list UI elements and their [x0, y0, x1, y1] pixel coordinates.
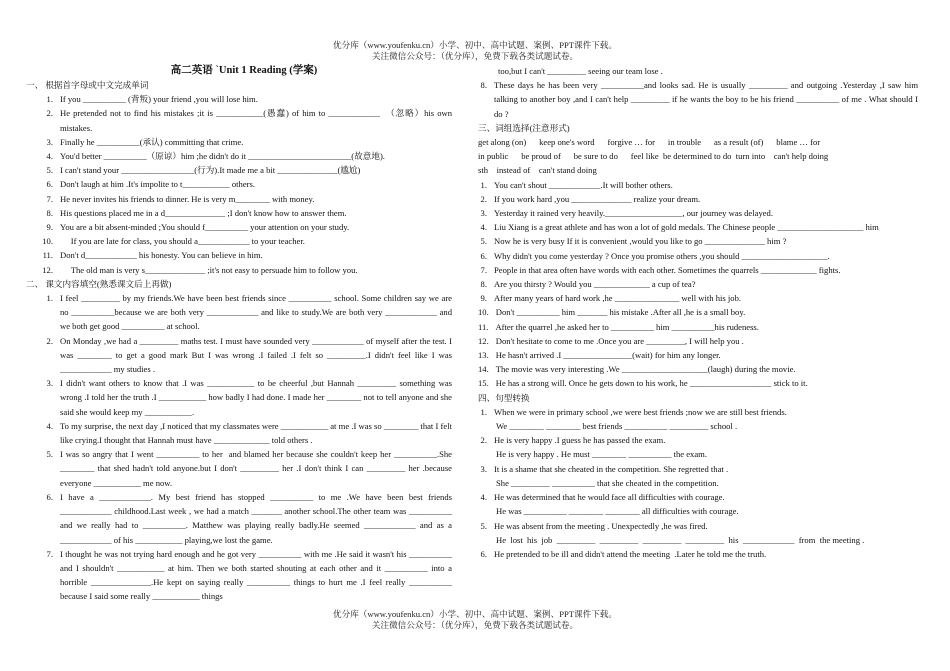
list-item — [478, 249, 918, 263]
list-item — [478, 490, 918, 504]
item-text: You'd better __________（原谅）him ;he didn't do it ________________________(故意地). — [60, 151, 385, 162]
list-item — [478, 234, 918, 248]
list-item — [478, 263, 918, 277]
item-text: To my surprise, the next day ,I noticed that my classmates were ___________ at me .I was so ________ that I felt like crying.I thought that Hannah must have _____________ told others . — [60, 420, 455, 446]
list-item — [478, 320, 918, 334]
item-text: Don't d____________ his honesty. You can believe in him. — [60, 250, 263, 261]
item-number: 6. — [480, 250, 487, 261]
section-2-heading: 二、 课文内容填空(熟悉课文后上再做) — [26, 278, 172, 289]
item-number: 9. — [46, 222, 53, 233]
item-number: 5. — [46, 165, 53, 176]
list-item — [478, 547, 918, 561]
section-4-list — [478, 405, 918, 561]
item-text: Are you thirsty ? Would you _____________ a cup of tea? — [494, 279, 696, 290]
list-item — [26, 163, 452, 177]
item-text: When we were in primary school ,we were best friends ;now we are still best friends. — [494, 406, 787, 417]
item-number: 4. — [46, 420, 53, 431]
list-item — [26, 106, 455, 134]
item-text: I feel _________ by my friends.We have been best friends since __________ school. Some children say we are no __________because we are both very ____________ and like to study.We are both very ____________ and we both get good __________ at school. — [60, 293, 455, 332]
item-text: Liu Xiang is a great athlete and has won a lot of gold medals. The Chinese people ____________________ him — [494, 222, 879, 233]
item-text: If you __________ (背叛) your friend ,you will lose him. — [60, 94, 258, 105]
item-number: 9. — [480, 293, 487, 304]
item-number: 11. — [42, 250, 53, 261]
item-text: These days he has been very __________and looks sad. He is usually _________ and outgoing .Yesterday ,I saw him talking to another boy ,and I can't help _________ if he wants the boy to be his friend __________ of me . What should I do ? — [494, 80, 921, 119]
item-number: 10. — [478, 307, 489, 318]
list-item — [26, 263, 452, 277]
answer-line: He lost his job _________ _________ _________ _________ his ____________ from the meeting . — [496, 534, 865, 545]
footer-line-1: 优分库（www.youfenku.cn）小学、初中、高中试题、案例、PPT课件下载。 — [333, 609, 617, 619]
list-item — [478, 291, 918, 305]
right-column — [478, 64, 921, 561]
list-item — [478, 206, 918, 220]
answer-line: She _________ __________ that she cheated in the competition. — [496, 477, 719, 488]
item-text: Don't laugh at him .It's impolite to t___________ others. — [60, 179, 256, 190]
item-number: 6. — [46, 179, 53, 190]
item-text: I was so angry that I went __________ to her and blamed her because she couldn't keep her __________.She ________ that shed hadn't told anyone.but I don't _________ her .I don't think I can _________ her .because everyone ___________ me now. — [60, 449, 455, 488]
item-number: 12. — [42, 264, 53, 275]
item-number: 2. — [480, 193, 487, 204]
item-text: Don't __________ him _______ his mistake .After all ,he is a small boy. — [495, 307, 746, 318]
item-text: I have a ____________. My best friend has stopped __________ to me .We have been best friends ____________ childhood.Last week , we had a match _______ another school.The other team was __________ and we really had to __________. Matthew was playing really badly.He seemed ____________ and as a ____________ of his ___________ playing,we lost the game. — [60, 491, 455, 545]
page-footer — [0, 609, 950, 631]
item-text: He hasn't arrived .I ________________(wait) for him any longer. — [495, 350, 721, 361]
list-item — [26, 135, 452, 149]
item-text: Why didn't you come yesterday ? Once you promise others ,you should ____________________. — [494, 250, 830, 261]
item-text: I can't stand your _________________(行为).It made me a bit ______________(尴尬) — [60, 165, 361, 176]
item-text: You are a bit absent-minded ;You should f__________ your attention on your study. — [60, 222, 350, 233]
phrase-bank-line-1: get along (on) keep one's word forgive … for in trouble as a result (of) blame … for — [478, 137, 821, 148]
section-3-heading: 三、词组选择(注意形式) — [478, 122, 570, 133]
item-text: The movie was very interesting .We ____________________(laugh) during the movie. — [495, 364, 796, 375]
list-item — [26, 192, 452, 206]
page-title: 高二英语 `Unit 1 Reading (学案) — [170, 65, 318, 76]
item-text: The old man is very s______________ ;it's not easy to persuade him to follow you. — [60, 264, 358, 275]
item-text: He has a strong will. Once he gets down to his work, he ___________________ stick to it. — [495, 378, 808, 389]
section-2-list — [26, 291, 455, 603]
answer-line: He was __________ ________ ________ all difficulties with courage. — [496, 506, 739, 517]
item-text: If you work hard ,you ______________ realize your dream. — [494, 193, 701, 204]
list-item — [26, 177, 452, 191]
item-number: 2. — [480, 435, 487, 446]
item-text: He was determined that he would face all difficulties with courage. — [494, 492, 725, 503]
item-number: 1. — [46, 293, 53, 304]
item-number: 5. — [46, 449, 53, 460]
item-number: 8. — [46, 207, 53, 218]
list-item — [478, 192, 918, 206]
item-number: 5. — [480, 520, 487, 531]
item-text: People in that area often have words with each other. Sometimes the quarrels _____________ fights. — [494, 264, 841, 275]
list-item — [478, 220, 918, 234]
section-3-list — [478, 178, 918, 391]
item-number: 7. — [46, 193, 53, 204]
item-text: After many years of hard work ,he _______________ well with his job. — [494, 293, 742, 304]
item-number: 4. — [480, 222, 487, 233]
item-number: 11. — [478, 321, 489, 332]
item-text: Don't hesitate to come to me .Once you are _________, I will help you . — [495, 335, 744, 346]
item-text: He was absent from the meeting . Unexpectedly ,he was fired. — [494, 520, 708, 531]
item-text: Now he is very busy If it is convenient ,would you like to go ______________ him ? — [494, 236, 787, 247]
item-number: 1. — [480, 179, 487, 190]
item-number: 8. — [480, 279, 487, 290]
item-text: It is a shame that she cheated in the competition. She regretted that . — [494, 463, 729, 474]
list-item — [26, 291, 455, 334]
item-number: 2. — [46, 108, 53, 119]
item-number: 2. — [46, 335, 53, 346]
list-item — [478, 305, 918, 319]
section-1-heading: 一、 根据首字母或中文完成单词 — [26, 80, 149, 90]
item-text: He pretended to be ill and didn't attend the meeting .Later he told me the truth. — [494, 548, 767, 559]
item-text: I didn't want others to know that .I was ___________ to be cheerful ,but Hannah _________ something was wrong .I told her the truth .I ___________ how badly I had done. I made her ________ not to tell anyone and she said she would keep my ___________. — [60, 378, 455, 417]
section-4-heading: 四、句型转换 — [478, 392, 530, 403]
continued-item-7: too,but I can't _________ seeing our team lose . — [498, 66, 663, 76]
list-item — [26, 419, 455, 447]
list-item — [478, 178, 918, 192]
answer-line: We ________ ________ best friends __________ _________ school . — [496, 421, 738, 432]
item-text: You can't shout ____________.It will bother others. — [494, 179, 673, 190]
item-number: 8. — [480, 80, 487, 91]
page-header — [0, 40, 950, 62]
item-number: 1. — [46, 94, 53, 105]
list-item — [478, 348, 918, 362]
item-text: He never invites his friends to dinner. He is very m________ with money. — [60, 193, 315, 204]
list-item — [26, 234, 452, 248]
list-item — [26, 206, 452, 220]
list-item — [26, 248, 452, 262]
list-item — [26, 334, 455, 377]
item-number: 7. — [480, 264, 487, 275]
item-number: 12. — [478, 335, 489, 346]
item-text: If you are late for class, you should a____________ to your teacher. — [60, 236, 305, 247]
list-item — [26, 149, 452, 163]
item-number: 3. — [46, 378, 53, 389]
item-text: On Monday ,we had a _________ maths test. I must have sounded very ____________ of myself after the test. I was ________ to get a good mark But I was wrong .I failed .I felt so _________.I didn't feel like I was ____________ my studies . — [60, 335, 455, 375]
list-item — [478, 405, 918, 419]
list-item — [478, 433, 918, 447]
list-item — [478, 362, 918, 376]
item-text: His questions placed me in a d______________ ;I don't know how to answer them. — [60, 207, 347, 218]
item-number: 4. — [46, 151, 53, 162]
item-number: 3. — [480, 208, 487, 219]
list-item — [478, 78, 921, 121]
phrase-bank-line-3: sth instead of can't stand doing — [478, 165, 597, 176]
list-item — [26, 220, 452, 234]
item-text: Finally he __________(承认) committing that crime. — [60, 136, 244, 147]
item-number: 14. — [478, 364, 489, 375]
item-number: 6. — [480, 548, 487, 559]
list-item — [478, 376, 918, 390]
phrase-bank-line-2: in public be proud of be sure to do feel like be determined to do turn into can't help doing — [478, 151, 829, 162]
left-column — [26, 64, 455, 604]
footer-line-2: 关注微信公众号：（优分库），免费下载各类试题试卷。 — [371, 620, 579, 630]
list-item — [26, 92, 452, 106]
item-number: 4. — [480, 492, 487, 503]
item-text: He is very happy .I guess he has passed the exam. — [494, 435, 666, 446]
section-1-list — [26, 92, 455, 277]
item-number: 6. — [46, 491, 53, 502]
item-text: He pretended not to find his mistakes ;it is ___________(愚蠢) of him to ____________ （忽略）his own mistakes. — [60, 108, 455, 133]
list-item — [26, 447, 455, 490]
item-text: I thought he was not trying hard enough and he got very __________ with me .He said it wasn't his __________ and I shouldn't ___________ at him. Then we both started shouting at each other and it __________ into a horrible ______________.He kept on saying really __________ things to hurt me .I feel really __________ because I said some really ___________ things — [60, 548, 455, 602]
header-line-1: 优分库（www.youfenku.cn）小学、初中、高中试题、案例、PPT课件下载。 — [333, 40, 617, 50]
item-number: 3. — [480, 463, 487, 474]
header-line-2: 关注微信公众号：（优分库），免费下载各类试题试卷。 — [371, 51, 579, 61]
item-number: 10. — [42, 236, 53, 247]
item-number: 13. — [478, 350, 489, 361]
list-item — [478, 519, 918, 533]
item-number: 15. — [478, 378, 489, 389]
list-item — [26, 376, 455, 419]
item-number: 5. — [480, 236, 487, 247]
list-item — [26, 490, 455, 547]
answer-line: He is very happy . He must ________ __________ the exam. — [496, 449, 707, 460]
list-item — [26, 547, 455, 604]
item-number: 3. — [46, 136, 53, 147]
list-item — [478, 334, 918, 348]
item-text: Yesterday it rained very heavily.__________________, our journey was delayed. — [494, 208, 773, 219]
item-number: 1. — [480, 406, 487, 417]
item-text: After the quarrel ,he asked her to __________ him __________his rudeness. — [495, 321, 759, 332]
item-number: 7. — [46, 548, 53, 559]
list-item — [478, 462, 918, 476]
list-item — [478, 277, 918, 291]
